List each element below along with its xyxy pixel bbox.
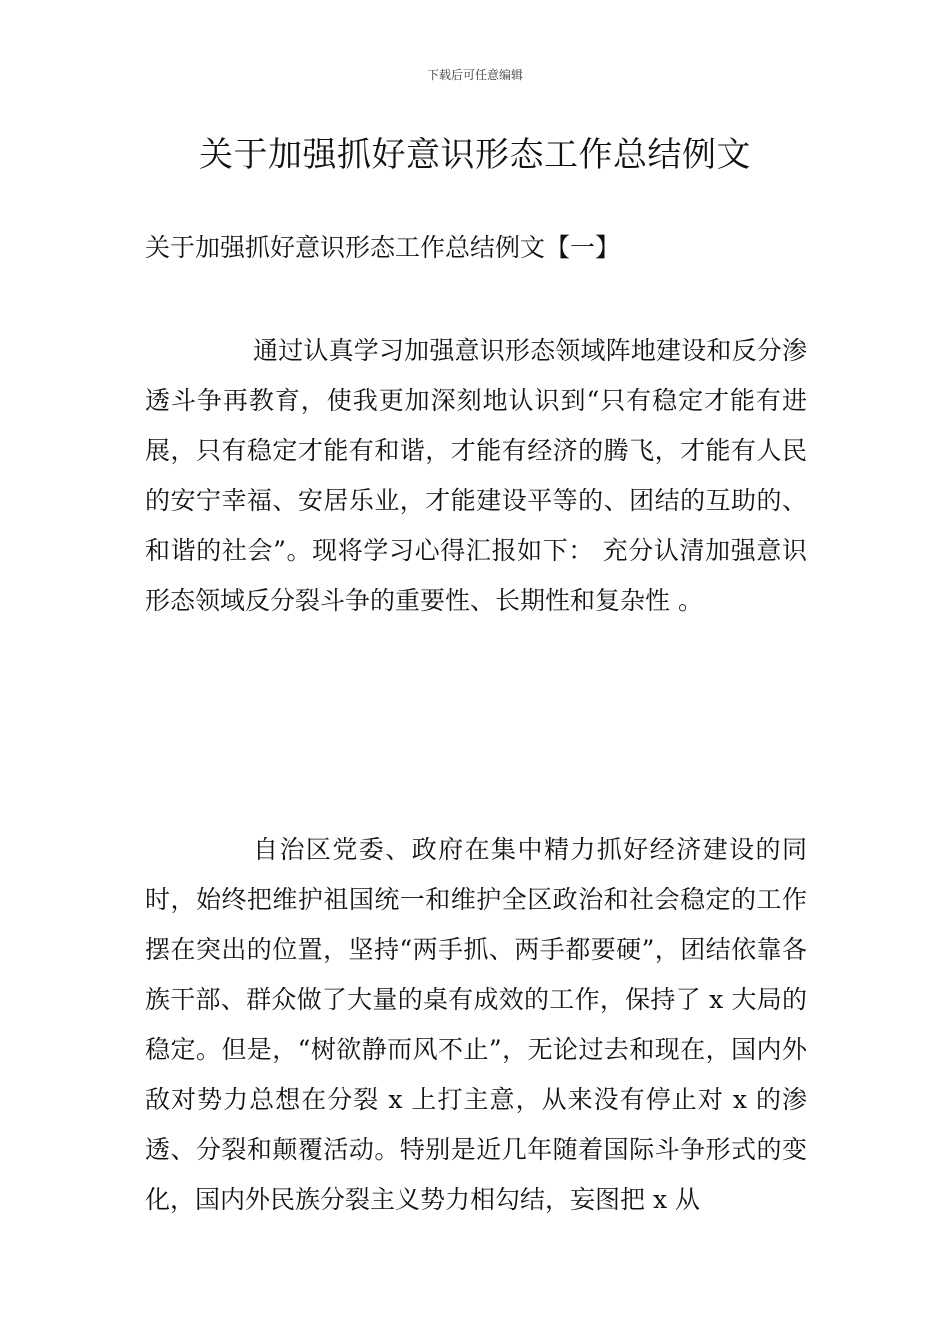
header-note: 下载后可任意编辑 — [426, 68, 523, 82]
body-paragraph: 通过认真学习加强意识形态领域阵地建设和反分渗透斗争再教育，使我更加深刻地认识到“只有稳定才能有进展，只有稳定才能有和谐，才能有经济的腾飞，才能有人民的安宁幸福、安居乐业，才能建设平等的、团结的互助的、和谐的社会”。现将学习心得汇报如下： 充分认清加强意识形态领域反分裂斗争的重要性、长期性和复杂性 。 — [145, 336, 807, 615]
body-paragraph: 自治区党委、政府在集中精力抓好经济建设的同时，始终把维护祖国统一和维护全区政治和社会稳定的工作摆在突出的位置，坚持“两手抓、两手都要硬”，团结依靠各族干部、群众做了大量的桌有成效的工作，保持了 x 大局的稳定。但是，“树欲静而风不止”，无论过去和现在，国内外敌对势力总想在分裂 x 上打主意，从来没有停止对 x 的渗透、分裂和颠覆活动。特别是近几年随着国际斗争形式的变化，国内外民族分裂主义势力相勾结，妄图把 x 从 — [145, 835, 807, 1214]
section-heading: 关于加强抓好意识形态工作总结例文【一】 — [145, 233, 621, 262]
document-title: 关于加强抓好意识形态工作总结例文 — [199, 135, 751, 175]
